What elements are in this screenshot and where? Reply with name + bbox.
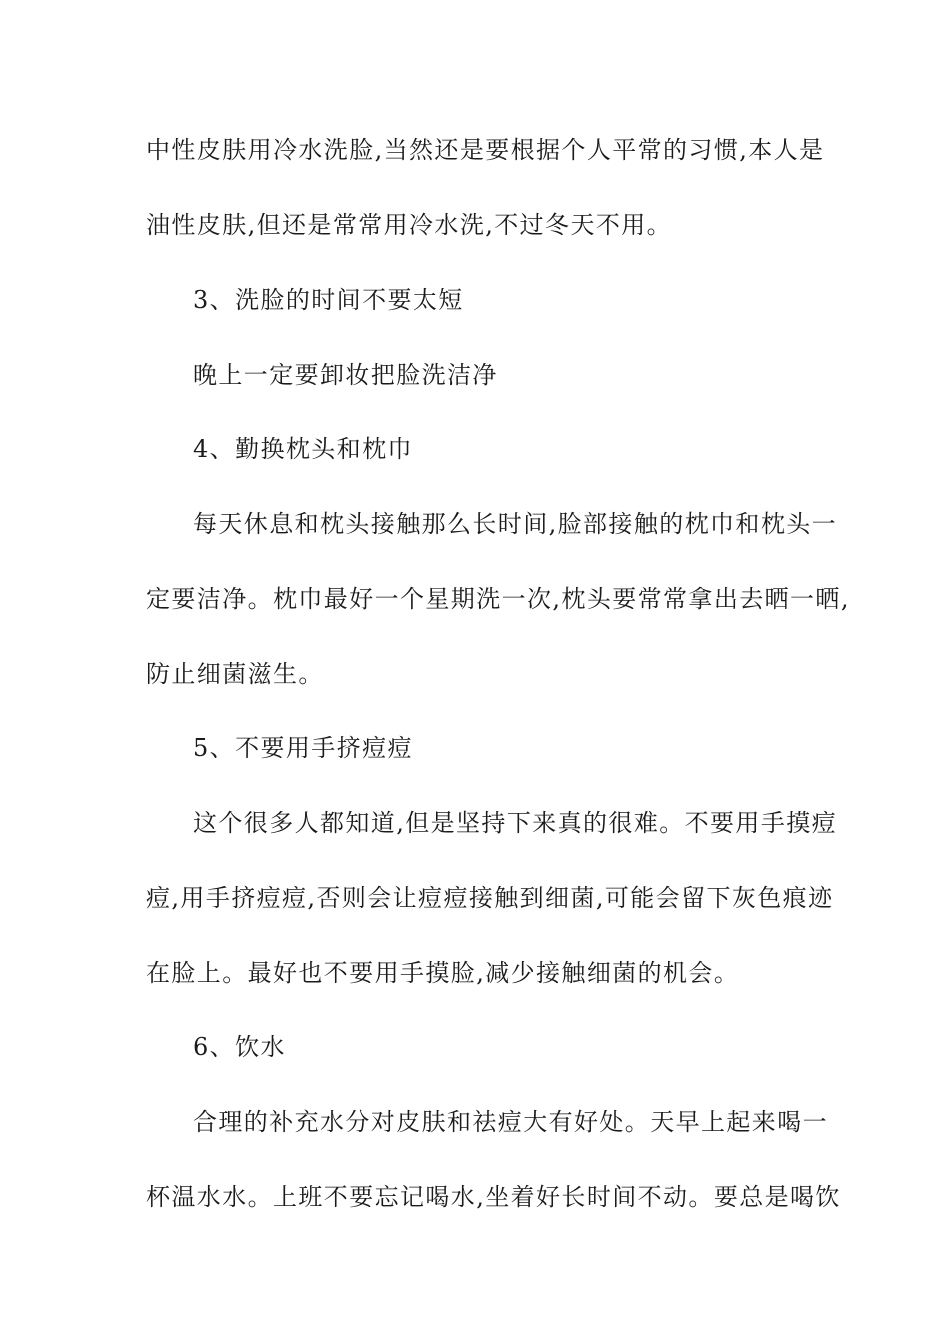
- paragraph-line: 防止细菌滋生。: [146, 660, 324, 688]
- paragraph-line: 杯温水水。上班不要忘记喝水,坐着好长时间不动。要总是喝饮: [146, 1183, 841, 1211]
- paragraph-line: 每天休息和枕头接触那么长时间,脸部接触的枕巾和枕头一: [193, 510, 838, 538]
- section-heading-5: 5、不要用手挤痘痘: [193, 734, 413, 762]
- paragraph-line: 在脸上。最好也不要用手摸脸,减少接触细菌的机会。: [146, 959, 740, 987]
- paragraph-line: 合理的补充水分对皮肤和祛痘大有好处。天早上起来喝一: [193, 1108, 828, 1136]
- paragraph-line: 中性皮肤用冷水洗脸,当然还是要根据个人平常的习惯,本人是: [146, 136, 825, 164]
- paragraph-line: 这个很多人都知道,但是坚持下来真的很难。不要用手摸痘: [193, 809, 838, 837]
- section-heading-6: 6、饮水: [193, 1033, 286, 1061]
- paragraph-line: 痘,用手挤痘痘,否则会让痘痘接触到细菌,可能会留下灰色痕迹: [146, 884, 834, 912]
- paragraph-line: 油性皮肤,但还是常常用冷水洗,不过冬天不用。: [146, 211, 673, 239]
- section-heading-4: 4、勤换枕头和枕巾: [193, 435, 413, 463]
- paragraph-line: 定要洁净。枕巾最好一个星期洗一次,枕头要常常拿出去晒一晒,: [146, 585, 850, 613]
- section-heading-3: 3、洗脸的时间不要太短: [193, 286, 464, 314]
- paragraph-line: 晚上一定要卸妆把脸洗洁净: [193, 361, 498, 389]
